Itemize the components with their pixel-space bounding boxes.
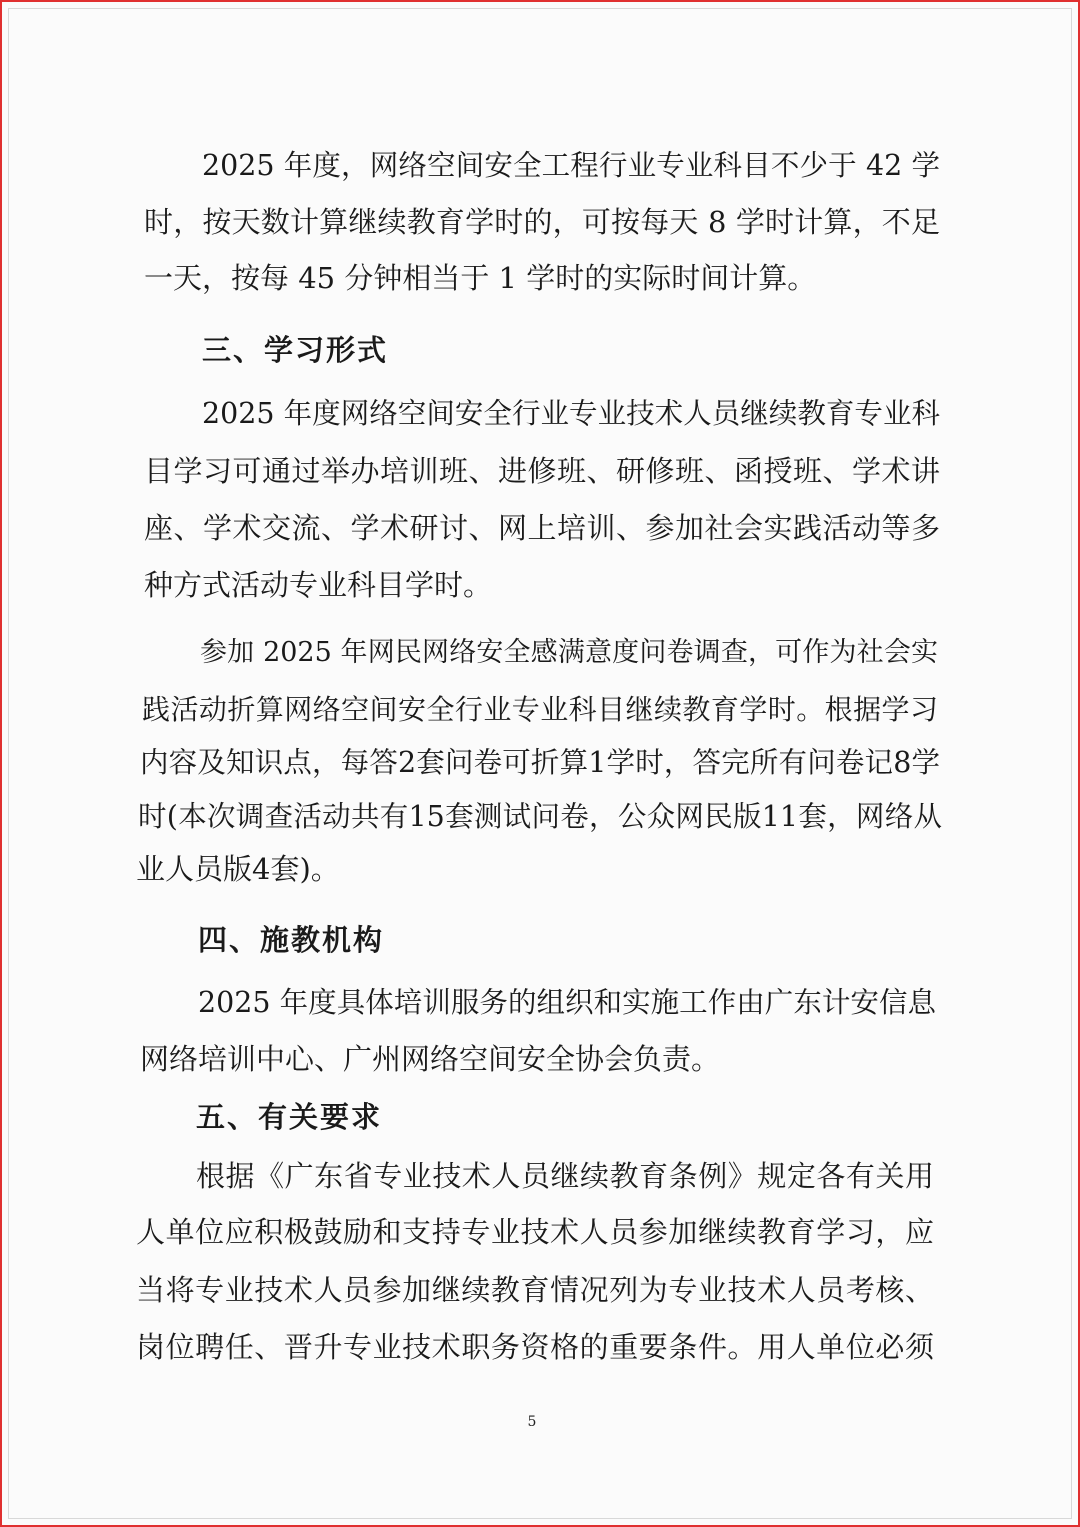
- text-line: 业人员版4套)。: [136, 852, 340, 886]
- text-line: 种方式活动专业科目学时。: [144, 568, 493, 602]
- text-line: 时(本次调查活动共有15套测试问卷，公众网民版11套，网络从: [138, 800, 942, 833]
- text-line: 时，按天数计算继续教育学时的，可按每天 8 学时计算，不足: [144, 205, 940, 239]
- text-line: 2025 年度具体培训服务的组织和实施工作由广东计安信息: [198, 986, 936, 1019]
- section-heading-learning-format: 三、学习形式: [202, 333, 389, 367]
- text-line: 2025 年度，网络空间安全工程行业专业科目不少于 42 学: [202, 149, 940, 182]
- text-line: 人单位应积极鼓励和支持专业技术人员参加继续教育学习，应: [136, 1215, 934, 1249]
- text-line: 参加 2025 年网民网络安全感满意度问卷调查，可作为社会实: [200, 637, 938, 668]
- text-line: 当将专业技术人员参加继续教育情况列为专业技术人员考核、: [136, 1273, 934, 1307]
- text-line: 岗位聘任、晋升专业技术职务资格的重要条件。用人单位必须: [136, 1330, 934, 1364]
- text-line: 2025 年度网络空间安全行业专业技术人员继续教育专业科: [202, 397, 940, 430]
- text-line: 践活动折算网络空间安全行业专业科目继续教育学时。根据学习: [142, 693, 938, 726]
- text-line: 目学习可通过举办培训班、进修班、研修班、函授班、学术讲: [144, 454, 940, 488]
- text-line: 网络培训中心、广州网络空间安全协会负责。: [140, 1042, 721, 1076]
- section-heading-institution: 四、施教机构: [198, 923, 385, 957]
- text-line: 座、学术交流、学术研讨、网上培训、参加社会实践活动等多: [144, 511, 940, 545]
- text-line: 内容及知识点，每答2套问卷可折算1学时，答完所有问卷记8学: [140, 746, 940, 779]
- section-heading-requirements: 五、有关要求: [196, 1100, 383, 1134]
- text-line: 根据《广东省专业技术人员继续教育条例》规定各有关用: [196, 1159, 934, 1193]
- text-line: 一天，按每 45 分钟相当于 1 学时的实际时间计算。: [144, 261, 817, 295]
- page-number: 5: [527, 1414, 537, 1430]
